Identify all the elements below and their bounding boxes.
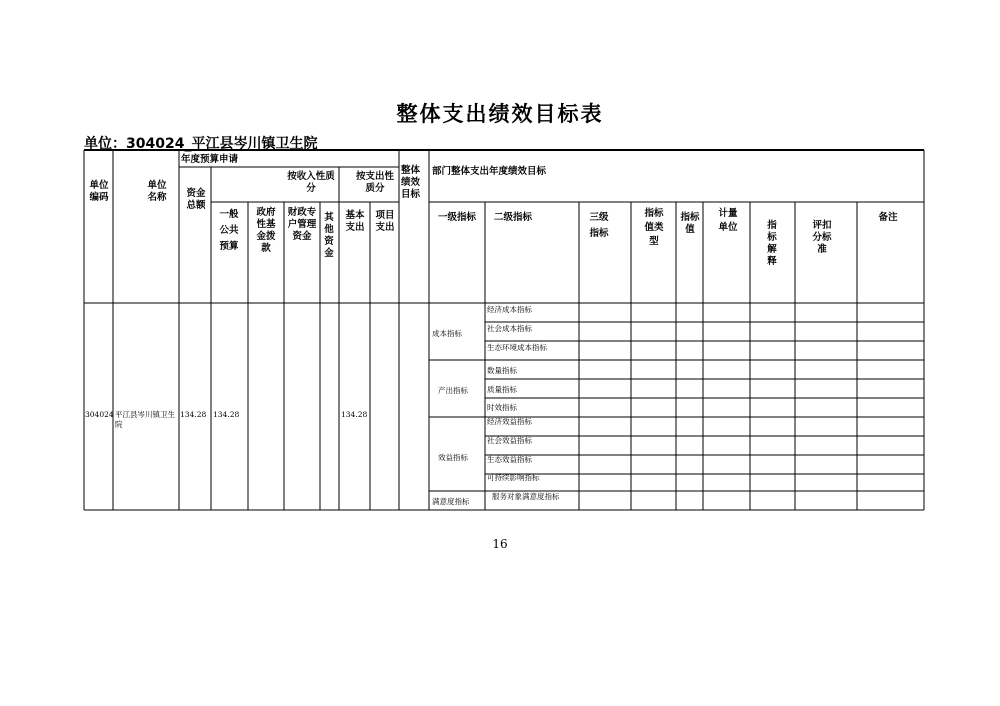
- row-general-budget: 134.28: [213, 410, 240, 419]
- level2-item: 社会效益指标: [487, 436, 532, 445]
- header-level3: 三级指标: [589, 212, 609, 239]
- header-explain: 指标解释: [767, 220, 777, 267]
- header-project-exp: 项目支出: [375, 210, 395, 233]
- header-value: 指标值: [680, 212, 700, 235]
- unit-line: 单位：304024_平江县岑川镇卫生院: [84, 136, 318, 152]
- level2-item: 生态效益指标: [487, 455, 532, 464]
- header-gov-fund: 政府性基金拨款: [256, 207, 276, 254]
- row-unit-name: 平江县岑川镇卫生院: [115, 410, 175, 429]
- header-level1: 一级指标: [437, 212, 476, 223]
- level1-cost: 成本指标: [432, 329, 462, 338]
- page-number: 16: [492, 537, 508, 551]
- level1-satisfaction: 满意度指标: [432, 497, 470, 506]
- header-value-type: 指标值类型: [644, 208, 664, 247]
- header-scoring: 评扣分标准: [812, 220, 832, 255]
- header-general-budget: 一般公共预算: [219, 209, 239, 252]
- level2-item: 生态环境成本指标: [487, 343, 547, 352]
- level2-item: 经济成本指标: [487, 305, 532, 314]
- level2-item: 数量指标: [487, 366, 517, 375]
- level1-output: 产出指标: [438, 386, 468, 395]
- level2-item: 经济效益指标: [487, 417, 532, 426]
- level2-item: 服务对象满意度指标: [492, 492, 560, 501]
- page-title: 整体支出绩效目标表: [396, 102, 604, 126]
- level2-item: 质量指标: [487, 385, 517, 394]
- header-other-fund: 其他资金: [324, 212, 334, 259]
- level2-item: 社会成本指标: [487, 324, 532, 333]
- header-by-income: 按收入性质分: [287, 171, 335, 194]
- header-fund-total: 资金总额: [186, 188, 206, 211]
- header-basic-exp: 基本支出: [345, 210, 365, 233]
- level1-benefit: 效益指标: [438, 453, 468, 462]
- header-overall-goal: 整体绩效目标: [401, 165, 421, 200]
- row-fund-total: 134.28: [180, 410, 207, 419]
- level2-item: 可持续影响指标: [487, 473, 540, 482]
- header-by-expense: 按支出性质分: [356, 171, 395, 194]
- header-unit-name: 单位名称: [147, 180, 167, 203]
- header-remark: 备注: [878, 212, 898, 223]
- row-basic-exp: 134.28: [341, 410, 368, 419]
- level2-item: 时效指标: [487, 403, 517, 412]
- header-unit-code: 单位编码: [89, 180, 109, 203]
- header-dept-goal: 部门整体支出年度绩效目标: [432, 166, 547, 177]
- header-unit: 计量单位: [718, 208, 738, 233]
- header-level2: 二级指标: [493, 212, 532, 223]
- header-budget-request: 年度预算申请: [181, 154, 239, 165]
- row-unit-code: 304024: [85, 410, 114, 419]
- header-special-fund: 财政专户管理资金: [287, 207, 317, 242]
